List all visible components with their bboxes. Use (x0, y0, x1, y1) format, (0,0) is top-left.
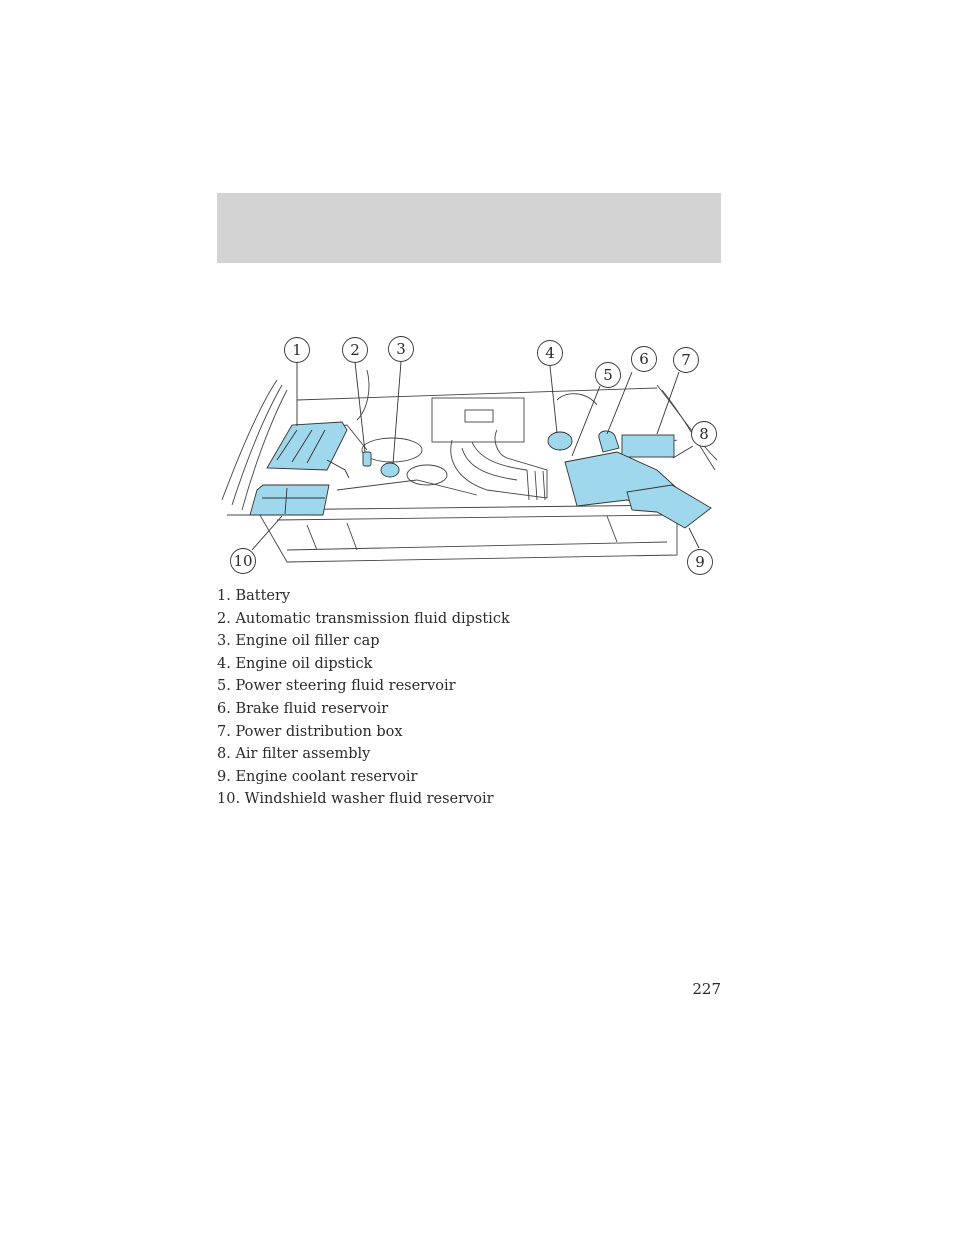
oil-dipstick-shape (548, 432, 572, 450)
page-number: 227 (692, 980, 721, 998)
legend-item: 4. Engine oil dipstick (217, 655, 373, 672)
legend-item: 8. Air filter assembly (217, 746, 371, 763)
callout-1: 1 (292, 341, 302, 359)
engine-compartment-diagram (217, 330, 721, 580)
legend-item: 6. Brake fluid reservoir (217, 700, 389, 717)
callout-5: 5 (603, 366, 613, 384)
brake-reservoir-shape (599, 431, 619, 452)
callout-3: 3 (396, 340, 406, 358)
callout-10: 10 (233, 552, 253, 570)
callout-2: 2 (350, 341, 360, 359)
component-legend (217, 585, 510, 811)
callout-9: 9 (695, 553, 705, 571)
section-header-band (217, 193, 721, 263)
legend-item: 3. Engine oil filler cap (217, 633, 380, 650)
legend-item: 1. Battery (217, 588, 291, 604)
callout-7: 7 (681, 351, 691, 369)
legend-item: 9. Engine coolant reservoir (217, 768, 418, 785)
legend-item: 7. Power distribution box (217, 723, 403, 740)
washer-reservoir-shape (250, 485, 329, 515)
callout-6: 6 (639, 350, 649, 368)
legend-item: 2. Automatic transmission fluid dipstick (217, 610, 510, 627)
coolant-reservoir-shape (627, 485, 711, 528)
callout-8: 8 (699, 425, 709, 443)
power-distribution-box-shape (622, 435, 674, 457)
callout-4: 4 (545, 344, 555, 362)
legend-item: 10. Windshield washer fluid reservoir (217, 791, 494, 808)
transmission-dipstick-shape (363, 452, 371, 466)
oil-filler-cap-shape (381, 463, 399, 477)
legend-item: 5. Power steering fluid reservoir (217, 678, 456, 695)
